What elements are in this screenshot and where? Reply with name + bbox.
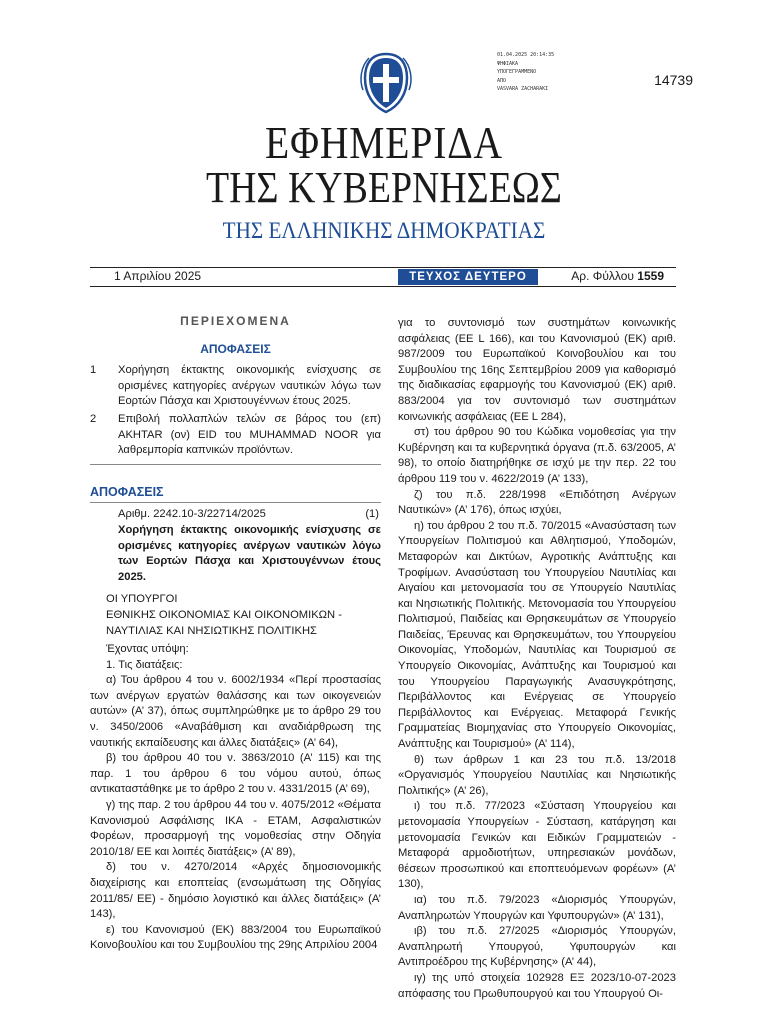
signature-line: ΨΗΦΙΑΚΑ xyxy=(497,60,519,67)
toc-item[interactable] xyxy=(90,363,381,410)
paragraph: στ) του άρθρου 90 του Κώδικα νομοθεσίας για την Κυβέρνηση και τα κυβερνητικά όργανα (π.δ. 63/2005, Α’ 98), το οποίο διατηρήθηκε σε ισχύ με την περ. 22 του άρθρου 119 του ν. 4622/2019 (Α’ 133), xyxy=(398,426,676,485)
ministers-block xyxy=(90,592,381,639)
paragraph: θ) των άρθρων 1 και 23 του π.δ. 13/2018 «Οργανισμός Υπουργείου Ναυτιλίας και Νησιωτικής Πολιτικής» (Α’ 26), xyxy=(398,753,676,797)
decision-title: Χορήγηση έκτακτης οικονομικής ενίσχυσης σε ορισμένες κατηγορίες ανέργων ναυτικών λόγω των Εορτών Πάσχα και Χριστουγέννων έτους 2025. xyxy=(118,523,381,583)
paragraph: ιβ) του π.δ. 27/2025 «Διορισμός Υπουργών, Αναπληρωτή Υπουργού, Υφυπουργών και Αντιπροέδρου της Κυβέρνησης» (Α’ 44), xyxy=(398,925,676,969)
toc-item[interactable] xyxy=(90,412,381,459)
signature-line: 01.04.2025 20:14:35 xyxy=(497,52,555,58)
masthead-republic: ΤΗΣ ΕΛΛΗΝΙΚΗΣ ΔΗΜΟΚΡΑΤΙΑΣ xyxy=(222,218,546,243)
coat-of-arms-icon xyxy=(357,50,415,116)
paragraph: γ) της παρ. 2 του άρθρου 44 του ν. 4075/2012 «Θέματα Κανονισμού Ασφάλισης ΙΚΑ - ΕΤΑΜ, Ασφαλιστικών Φορέων, προσαρμογή της νομοθεσίας στην Οδηγία 2010/18/ ΕΕ και λοιπές διατάξεις» (Α’ 89), xyxy=(90,799,381,858)
sheet-number xyxy=(571,269,664,283)
decisions-heading: ΑΠΟΦΑΣΕΙΣ xyxy=(90,485,381,504)
decision-reference xyxy=(90,507,381,523)
issue-bar xyxy=(90,269,676,285)
toc-item-text: Χορήγηση έκτακτης οικονομικής ενίσχυσης σε ορισμένες κατηγορίες ανέργων ναυτικών λόγω των Εορτών Πάσχα και Χριστουγέννων έτους 2025. xyxy=(118,364,381,408)
paragraph: α) Του άρθρου 4 του ν. 6002/1934 «Περί προστασίας των ανέργων εργατών θαλάσσης και των οικογενειών αυτών» (Α’ 37), όπως συμπληρώθηκε με το άρθρο 29 του ν. 3450/2006 «Αναβάθμιση και αναδιάρθρωση της ναυτικής εκπαίδευσης και άλλες διατάξεις» (Α’ 64), xyxy=(90,674,381,749)
paragraph: ια) του π.δ. 79/2023 «Διορισμός Υπουργών, Αναπληρωτών Υπουργών και Υφυπουργών» (Α’ 131), xyxy=(398,893,676,922)
masthead-title: ΕΦΗΜΕΡΙΔΑ xyxy=(265,117,503,168)
divider xyxy=(90,464,381,465)
ministers-line: ΟΙ ΥΠΟΥΡΓΟΙ xyxy=(106,593,178,606)
paragraph: Έχοντας υπόψη: xyxy=(106,643,189,656)
signature-line: VASVARA ZACHARAKI xyxy=(497,86,549,93)
ministers-line: ΝΑΥΤΙΛΙΑΣ ΚΑΙ ΝΗΣΙΩΤΙΚΗΣ ΠΟΛΙΤΙΚΗΣ xyxy=(106,624,317,637)
toc-section-title: ΑΠΟΦΑΣΕΙΣ xyxy=(200,341,271,356)
issue-label: ΤΕΥΧΟΣ ΔΕΥΤΕΡΟ xyxy=(398,269,538,285)
paragraph: δ) του ν. 4270/2014 «Αρχές δημοσιονομικής διαχείρισης και εποπτείας (ενσωμάτωση της Οδηγίας 2011/85/ ΕΕ) - δημόσιο λογιστικό και άλλες διατάξεις» (Α’ 143), xyxy=(90,861,381,921)
toc-title: ΠΕΡΙΕΧΟΜΕΝΑ xyxy=(180,314,291,328)
digital-signature xyxy=(497,51,554,94)
paragraph: η) του άρθρου 2 του π.δ. 70/2015 «Ανασύσταση των Υπουργείων Πολιτισμού και Αθλητισμού, Υποδομών, Μεταφορών και Δικτύων, Αγροτικής Ανάπτυξης και Τροφίμων. Ανασύσταση του Υπουργείου Ναυτιλίας και Αιγαίου και μετονομασία του σε Υπουργείο Ναυτιλίας και Νησιωτικής Πολιτικής. Μετονομασία του Υπουργείου Πολιτισμού, Παιδείας και Θρησκευμάτων σε Υπουργείο Παιδείας, Έρευνας και Θρησκευμάτων, του Υπουργείου Οικονομίας, Υποδομών, Ναυτιλίας και Τουρισμού σε Υπουργείο Οικονομίας, Ανάπτυξης και Τουρισμού και του Υπουργείου Παραγωγικής Ανασυγκρότησης, Περιβάλλοντος και Ενέργειας σε Υπουργείο Περιβάλλοντος και Ενέργειας. Μεταφορά Γενικής Γραμματείας Βιομηχανίας στο Υπουργείο Οικονομίας, Ανάπτυξης και Τουρισμού» (Α’ 114), xyxy=(398,519,676,751)
paragraph: 1. Τις διατάξεις: xyxy=(106,658,183,671)
paragraph: για το συντονισμό των συστημάτων κοινωνικής ασφάλειας (EE L 166), και του Κανονισμού (ΕΚ) αριθ. 987/2009 του Ευρωπαϊκού Κοινοβουλίου και του Συμβουλίου της 16ης Σεπτεμβρίου 2009 για καθορισμό της διαδικασίας εφαρμογής του Κανονισμού (ΕΚ) αριθ. 883/2004 για τον συντονισμό των συστημάτων κοινωνικής ασφάλειας (ΕΕ L 284), xyxy=(398,317,676,423)
decision-number: (1) xyxy=(365,508,379,521)
divider xyxy=(90,267,676,268)
masthead-subtitle: ΤΗΣ ΚΥΒΕΡΝΗΣΕΩΣ xyxy=(206,163,562,212)
signature-line: ΥΠΟΓΕΓΡΑΜΜΕΝΟ xyxy=(497,69,537,76)
ministers-line: ΕΘΝΙΚΗΣ ΟΙΚΟΝΟΜΙΑΣ ΚΑΙ ΟΙΚΟΝΟΜΙΚΩΝ - xyxy=(106,608,342,621)
left-column xyxy=(90,314,381,954)
right-column xyxy=(398,316,676,1002)
paragraph: ε) του Κανονισμού (ΕΚ) 883/2004 του Ευρωπαϊκού Κοινοβουλίου και του Συμβουλίου της 29ης Απριλίου 2004 xyxy=(90,923,381,952)
toc-item-number: 2 xyxy=(90,412,97,425)
paragraph: ιγ) της υπό στοιχεία 102928 ΕΞ 2023/10-07-2023 απόφασης του Πρωθυπουργού και του Υπουργού Οι- xyxy=(398,971,676,1000)
paragraph: β) του άρθρου 40 του ν. 3863/2010 (Α’ 115) και της παρ. 1 του άρθρου 6 του νόμου αυτού, όπως αντικαταστάθηκε με το άρθρο 2 του ν. 4331/2015 (Α’ 69), xyxy=(90,752,381,796)
page-number: 14739 xyxy=(654,72,693,88)
sheet-label: Αρ. Φύλλου xyxy=(571,269,634,283)
decision-ref: Αριθμ. 2242.10-3/22714/2025 xyxy=(118,508,266,521)
toc-item-text: Επιβολή πολλαπλών τελών σε βάρος του (επ) AKHTAR (ον) EID του MUHAMMAD NOOR για λαθρεμπορία καπνικών προϊόντων. xyxy=(118,412,381,457)
paragraph: ι) του π.δ. 77/2023 «Σύσταση Υπουργείου και μετονομασία Υπουργείων - Σύσταση, κατάργηση και μετονομασία Γενικών και Ειδικών Γραμματειών - Μεταφορά αρμοδιοτήτων, υπηρεσιακών μονάδων, θέσεων προσωπικού και εποπτευόμενων φορέων» (Α’ 130), xyxy=(398,800,676,891)
signature-line: ΑΠΟ xyxy=(497,77,507,84)
paragraph: ζ) του π.δ. 228/1998 «Επιδότηση Ανέργων Ναυτικών» (Α’ 176), όπως ισχύει, xyxy=(398,488,676,517)
sheet-value: 1559 xyxy=(637,269,664,283)
divider xyxy=(90,286,676,287)
toc-item-number: 1 xyxy=(90,364,97,377)
issue-date: 1 Απριλίου 2025 xyxy=(114,269,202,283)
